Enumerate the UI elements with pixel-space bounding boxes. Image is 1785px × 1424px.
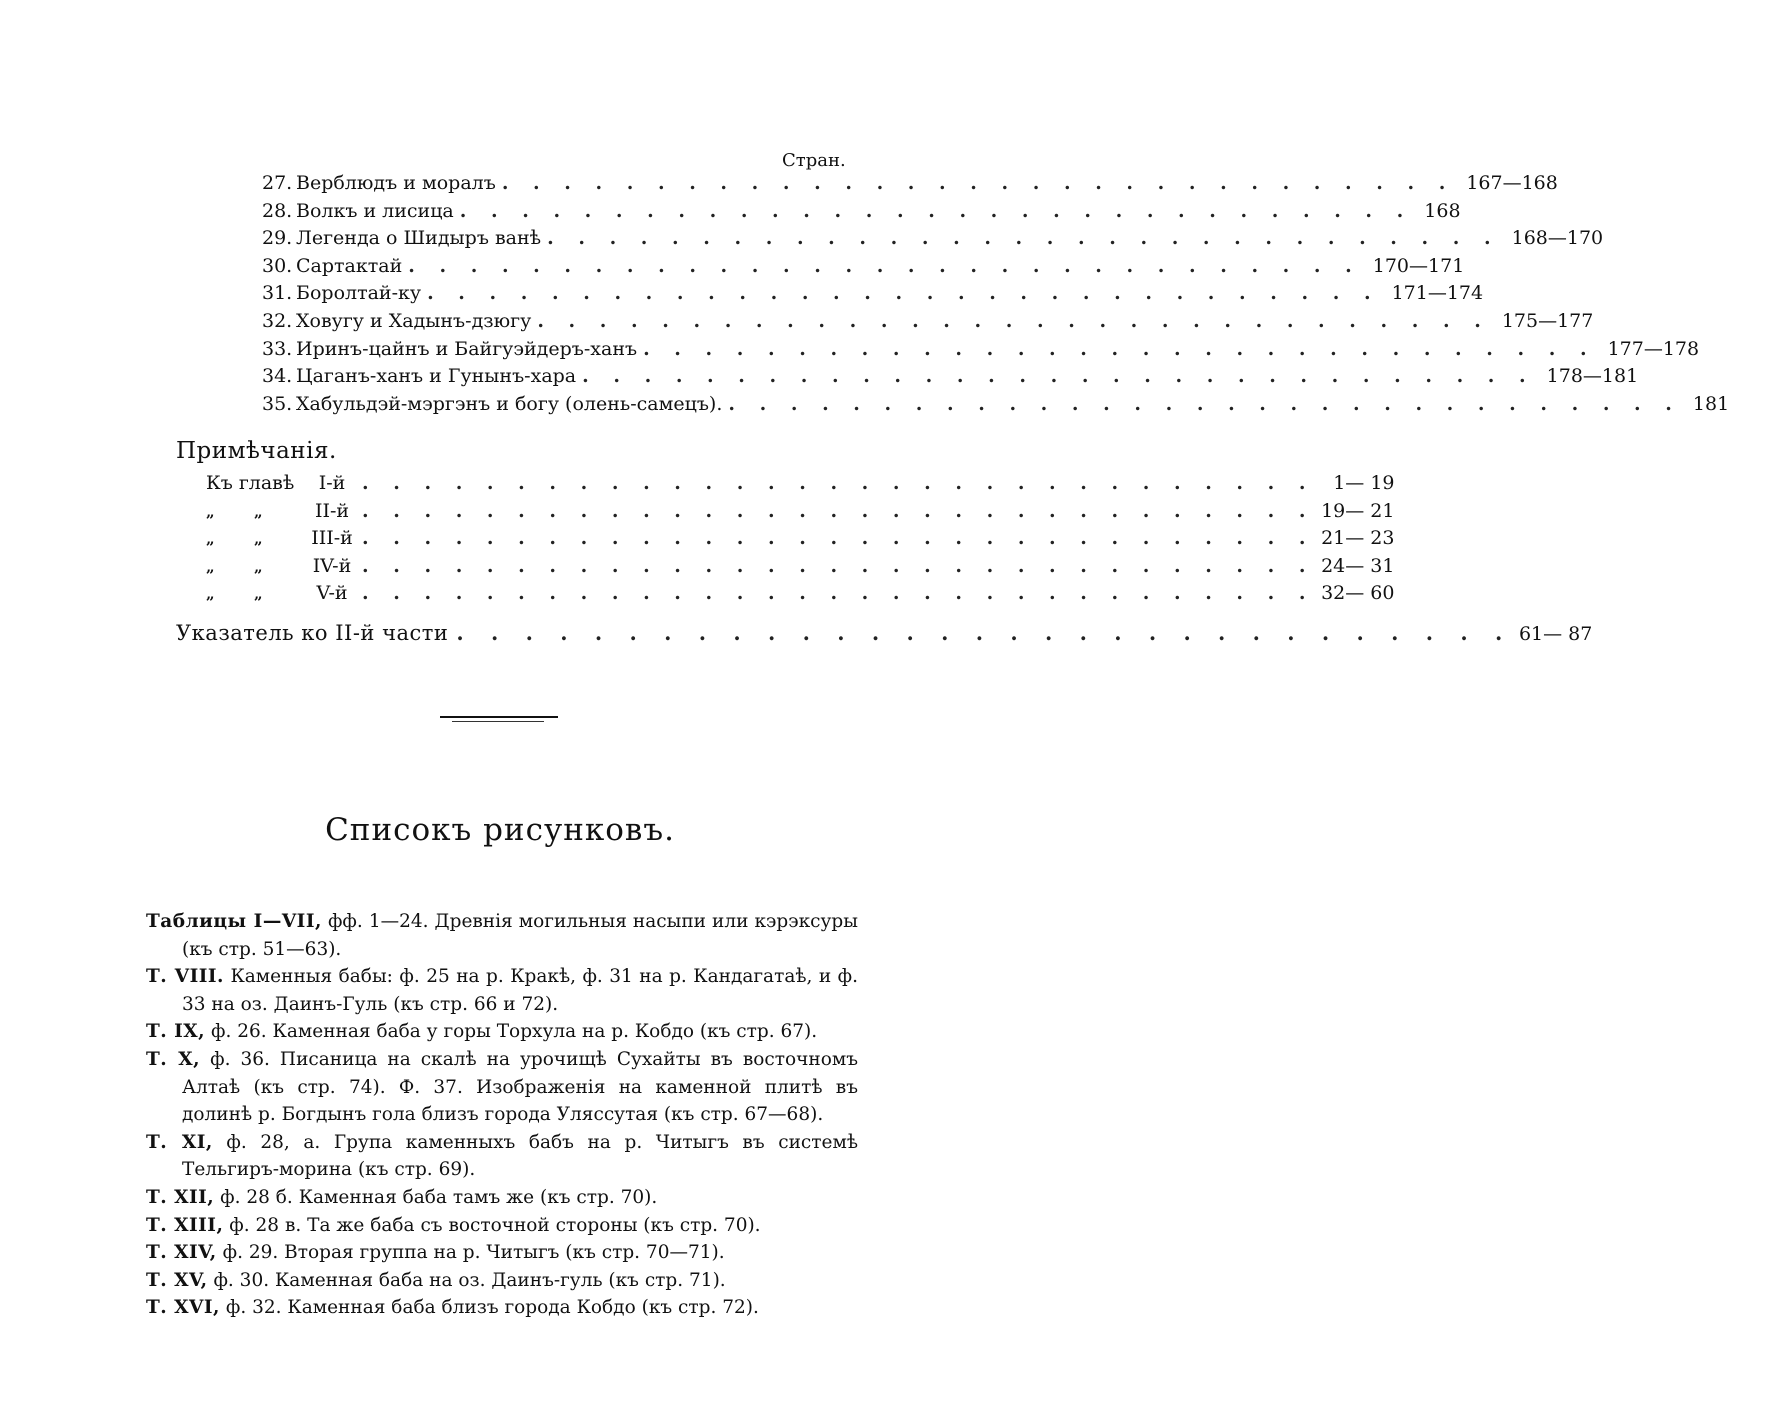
notes-heading: Примѣчанія.	[176, 438, 337, 464]
figure-plate-label: Т. XIII,	[146, 1214, 224, 1236]
note-entry	[206, 472, 1395, 498]
toc-entry-title: Иринъ-цайнъ и Байгуэйдеръ-ханъ	[296, 337, 638, 360]
section-divider-thin	[452, 721, 544, 722]
note-chapter: III-й	[311, 527, 353, 550]
toc-entry-number: 30.	[262, 254, 293, 277]
index-pages: 61— 87	[1518, 623, 1593, 645]
toc-entry	[262, 227, 1604, 253]
note-entry	[206, 554, 1395, 581]
leader-dots: . . . . . . . . . . . . . . . . . . . . . . . . . . . . . . .	[459, 199, 1413, 222]
figure-plate-label: Т. XV,	[146, 1269, 208, 1291]
toc-entry	[262, 199, 1461, 226]
leader-dots: . . . . . . . . . . . . . . . . . . . . . . . . . . . . . . .	[408, 254, 1361, 277]
index-title: Указатель ко II-й части	[176, 621, 449, 645]
note-entry	[206, 499, 1395, 526]
figure-plate-label: Т. IX,	[146, 1021, 206, 1043]
toc-entry	[262, 254, 1465, 281]
leader-dots: . . . . . . . . . . . . . . . . . . . . . . . . . . . . . . .	[362, 554, 1315, 577]
figure-entry	[146, 1018, 858, 1046]
figure-description: ф. 28 б. Каменная баба тамъ же (къ стр. 70).	[214, 1186, 658, 1208]
note-chapter: I-й	[318, 472, 346, 494]
leader-dots: . . . . . . . . . . . . . . . . . . . . . . . . . . . . . . .	[537, 310, 1490, 332]
note-chapter-label: Къ главѣ	[206, 472, 295, 494]
ditto-mark: „	[206, 530, 215, 549]
ditto-mark: „	[254, 585, 263, 604]
toc-entry-number: 29.	[262, 227, 293, 250]
toc-entry-pages: 168—170	[1511, 227, 1604, 250]
page-column-header: Стран.	[782, 150, 846, 171]
figure-entry	[146, 1294, 858, 1322]
figure-description: Каменныя бабы: ф. 25 на р. Кракѣ, ф. 31 на р. Кандагатаѣ, и ф. 33 на оз. Даинъ-Гуль (къ стр. 66 и 72).	[182, 966, 858, 1015]
toc-entry-title: Ховугу и Хадынъ-дзюгу	[296, 310, 532, 332]
note-entry	[206, 527, 1395, 553]
toc-entry-title: Боролтай-ку	[296, 282, 422, 305]
figure-plate-label: Т. VIII.	[146, 966, 224, 988]
toc-entry-pages: 171—174	[1391, 282, 1484, 305]
note-pages: 1— 19	[1333, 472, 1395, 494]
note-chapter: IV-й	[312, 554, 352, 577]
toc-entry-pages: 167—168	[1466, 172, 1558, 194]
leader-dots: . . . . . . . . . . . . . . . . . . . . . . . . . . . . . . .	[362, 582, 1315, 605]
leader-dots: . . . . . . . . . . . . . . . . . . . . . . . . . . . . . . .	[427, 282, 1380, 305]
leader-dots: . . . . . . . . . . . . . . . . . . . . . . . . . . . . . . .	[582, 365, 1535, 388]
leader-dots: . . . . . . . . . . . . . . . . . . . . . . . . . . . . . . .	[456, 620, 1513, 645]
leader-dots: . . . . . . . . . . . . . . . . . . . . . . . . . . . . . . .	[501, 172, 1455, 194]
note-pages: 21— 23	[1321, 527, 1395, 550]
figure-entry	[146, 1239, 858, 1267]
toc-entry-pages: 177—178	[1607, 337, 1700, 360]
toc-entry-number: 35.	[262, 392, 293, 415]
figure-plate-label: Т. XIV,	[146, 1242, 217, 1264]
figure-plate-label: Т. X,	[146, 1048, 201, 1070]
index-entry	[176, 620, 1593, 650]
figure-entry	[146, 1184, 858, 1212]
toc-entry-number: 34.	[262, 365, 293, 388]
ditto-mark: „	[254, 530, 263, 549]
ditto-mark: „	[254, 557, 263, 576]
leader-dots: . . . . . . . . . . . . . . . . . . . . . . . . . . . . . . .	[362, 527, 1315, 550]
ditto-mark: „	[254, 502, 263, 521]
figure-description: ф. 32. Каменная баба близъ города Кобдо (къ стр. 72).	[219, 1297, 759, 1319]
leader-dots: . . . . . . . . . . . . . . . . . . . . . . . . . . . . . . .	[362, 499, 1315, 522]
section-divider	[440, 716, 558, 718]
toc-entry	[262, 310, 1594, 336]
toc-entry-title: Хабульдэй-мэргэнъ и богу (олень-самецъ).	[296, 392, 723, 415]
toc-entry-pages: 168	[1424, 199, 1461, 222]
figures-list	[146, 908, 858, 1322]
toc-entry-number: 33.	[262, 337, 293, 360]
note-chapter: V-й	[316, 582, 348, 605]
note-pages: 32— 60	[1321, 582, 1395, 605]
toc-entry-number: 32.	[262, 310, 293, 332]
ditto-mark: „	[206, 557, 215, 576]
figure-entry	[146, 908, 858, 963]
toc-entry-number: 31.	[262, 282, 293, 305]
leader-dots: . . . . . . . . . . . . . . . . . . . . . . . . . . . . . . .	[643, 337, 1596, 360]
toc-entry-pages: 178—181	[1546, 365, 1639, 388]
figure-description: фф. 1—24. Древнія могильныя насыпи или кэрэксуры (къ стр. 51—63).	[182, 911, 858, 960]
toc-entry	[262, 392, 1730, 419]
figure-description: ф. 26. Каменная баба у горы Торхула на р. Кобдо (къ стр. 67).	[205, 1021, 818, 1043]
note-pages: 19— 21	[1321, 499, 1395, 522]
figure-description: ф. 36. Писаница на скалѣ на урочищѣ Сухайты въ восточномъ Алтаѣ (къ стр. 74). Ф. 37. Изображенія на каменной плитѣ въ долинѣ р. Богдынъ гола близъ города Уляссутая (къ стр. 67—68).	[182, 1048, 858, 1126]
toc-entry-pages: 175—177	[1501, 310, 1594, 332]
toc-entry-number: 28.	[262, 199, 293, 222]
toc-entry-number: 27.	[262, 172, 293, 194]
toc-entry-pages: 181	[1692, 392, 1730, 415]
toc-entry-title: Легенда о Шидыръ ванѣ	[296, 227, 542, 250]
figure-plate-label: Т. XVI,	[146, 1297, 220, 1319]
figure-entry	[146, 1267, 858, 1295]
figure-plate-label: Т. XII,	[146, 1186, 215, 1208]
toc-entry	[262, 337, 1700, 364]
figure-entry	[146, 963, 858, 1018]
leader-dots: . . . . . . . . . . . . . . . . . . . . . . . . . . . . . . .	[547, 227, 1500, 250]
leader-dots: . . . . . . . . . . . . . . . . . . . . . . . . . . . . . . .	[728, 392, 1681, 415]
figure-description: ф. 29. Вторая группа на р. Читыгъ (къ стр. 70—71).	[216, 1242, 725, 1264]
toc-entry-title: Волкъ и лисица	[296, 199, 454, 222]
figure-description: ф. 28 в. Та же баба съ восточной стороны (къ стр. 70).	[223, 1214, 761, 1236]
note-entry	[206, 582, 1395, 608]
note-pages: 24— 31	[1321, 554, 1395, 577]
figure-description: ф. 28, а. Група каменныхъ бабъ на р. Читыгъ въ системѣ Тельгиръ-морина (къ стр. 69).	[182, 1131, 858, 1181]
figure-entry	[146, 1212, 858, 1240]
figure-description: ф. 30. Каменная баба на оз. Даинъ-гуль (къ стр. 71).	[207, 1269, 726, 1291]
note-chapter: II-й	[314, 499, 350, 522]
figure-plate-label: Т. XI,	[146, 1131, 213, 1153]
figures-heading: Списокъ рисунковъ.	[325, 812, 675, 848]
toc-entry-title: Верблюдъ и моралъ	[296, 172, 496, 194]
toc-entry-title: Сартактай	[296, 254, 403, 277]
figure-entry	[146, 1129, 858, 1184]
toc-entry	[262, 172, 1558, 198]
toc-entry-pages: 170—171	[1372, 254, 1465, 277]
figure-entry	[146, 1046, 858, 1129]
figure-plate-label: Таблицы I—VII,	[146, 911, 322, 932]
ditto-mark: „	[206, 502, 215, 521]
ditto-mark: „	[206, 585, 215, 604]
leader-dots: . . . . . . . . . . . . . . . . . . . . . . . . . . . . . . .	[362, 472, 1315, 494]
toc-entry	[262, 365, 1639, 391]
toc-entry-title: Цаганъ-ханъ и Гунынъ-хара	[296, 365, 577, 388]
toc-entry	[262, 282, 1484, 308]
